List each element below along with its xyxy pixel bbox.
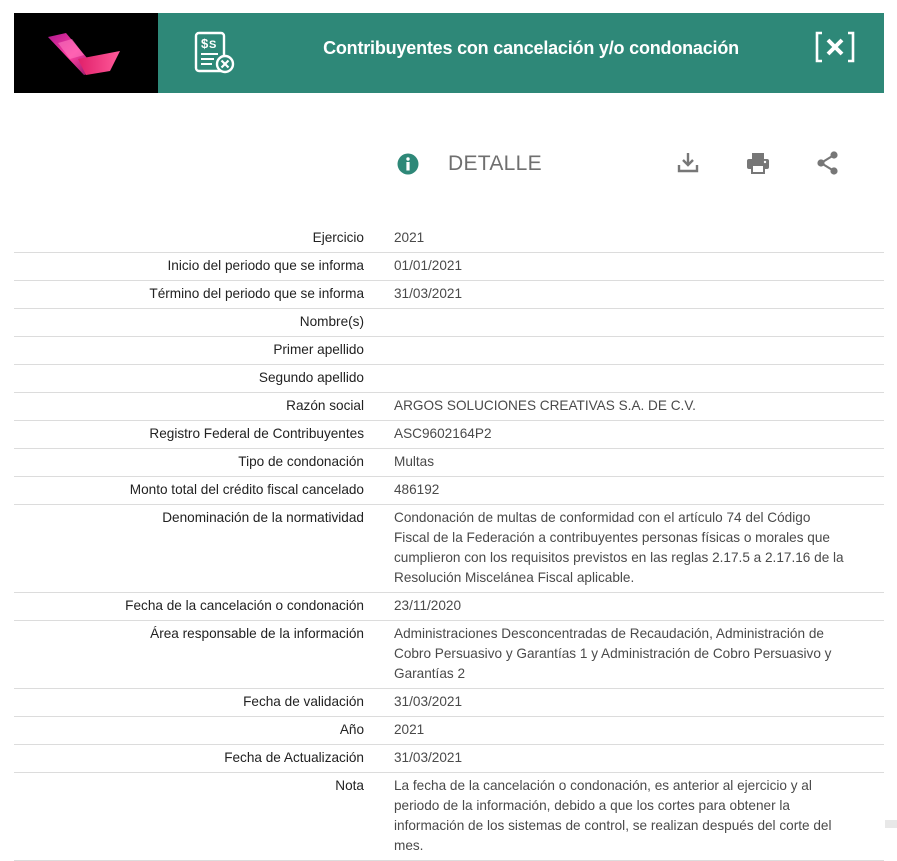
detail-row — [14, 253, 884, 281]
print-icon[interactable] — [745, 150, 771, 176]
modal-title: Contribuyentes con cancelación y/o condonación — [323, 38, 739, 58]
modal-header — [14, 13, 884, 93]
detail-label: Término del periodo que se informa — [14, 281, 394, 309]
detail-row — [14, 281, 884, 309]
logo-icon — [14, 13, 158, 93]
detail-row — [14, 773, 884, 861]
detail-table-body — [14, 225, 884, 861]
detail-value: 31/03/2021 — [394, 689, 884, 717]
detail-row — [14, 365, 884, 393]
detail-toolbar — [0, 140, 897, 190]
detail-row — [14, 505, 884, 593]
detail-label: Monto total del crédito fiscal cancelado — [14, 477, 394, 505]
detail-value: Condonación de multas de conformidad con el artículo 74 del Código Fiscal de la Federación a contribuyentes personas físicas o morales que cumplieron con los requisitos previstos en las reglas 2.17.5 a 2.17.16 de la Resolución Miscelánea Fiscal aplicable. — [394, 505, 884, 593]
detail-value — [394, 365, 884, 393]
detail-label: Nota — [14, 773, 394, 861]
detail-value: 2021 — [394, 717, 884, 745]
detail-label: Ejercicio — [14, 225, 394, 253]
detail-label: Fecha de la cancelación o condonación — [14, 593, 394, 621]
detail-value — [394, 337, 884, 365]
detail-value: ARGOS SOLUCIONES CREATIVAS S.A. DE C.V. — [394, 393, 884, 421]
detail-row — [14, 309, 884, 337]
detail-row — [14, 225, 884, 253]
header-bar — [158, 13, 884, 93]
info-icon[interactable] — [397, 153, 419, 175]
detail-value: Administraciones Desconcentradas de Recaudación, Administración de Cobro Persuasivo y Garantías 1 y Administración de Cobro Persuasivo y Garantías 2 — [394, 621, 884, 689]
detail-row — [14, 393, 884, 421]
detail-row — [14, 745, 884, 773]
detail-label: Denominación de la normatividad — [14, 505, 394, 593]
detail-value: ASC9602164P2 — [394, 421, 884, 449]
detail-label: Primer apellido — [14, 337, 394, 365]
detail-row — [14, 421, 884, 449]
detail-label: Tipo de condonación — [14, 449, 394, 477]
detail-row — [14, 449, 884, 477]
detail-table — [14, 225, 884, 861]
detail-value: 486192 — [394, 477, 884, 505]
detail-value: 23/11/2020 — [394, 593, 884, 621]
detail-row — [14, 717, 884, 745]
detail-value — [394, 309, 884, 337]
detail-value: 2021 — [394, 225, 884, 253]
download-icon[interactable] — [675, 150, 701, 176]
detail-label: Razón social — [14, 393, 394, 421]
detail-label: Fecha de Actualización — [14, 745, 394, 773]
detail-label: Inicio del periodo que se informa — [14, 253, 394, 281]
corner-decoration — [885, 820, 897, 828]
detail-label: Fecha de validación — [14, 689, 394, 717]
detail-value: 01/01/2021 — [394, 253, 884, 281]
detail-label: Área responsable de la información — [14, 621, 394, 689]
brand-logo — [14, 13, 158, 93]
detail-row — [14, 689, 884, 717]
detail-row — [14, 337, 884, 365]
close-icon[interactable] — [814, 31, 856, 63]
detail-value: 31/03/2021 — [394, 745, 884, 773]
detail-value: La fecha de la cancelación o condonación, es anterior al ejercicio y al periodo de la información, debido a que los cortes para obtener la información de los sistemas de control, se realizan después del corte del mes. — [394, 773, 884, 861]
detail-row — [14, 621, 884, 689]
detail-title: DETALLE — [448, 152, 542, 175]
detail-label: Registro Federal de Contribuyentes — [14, 421, 394, 449]
detail-row — [14, 477, 884, 505]
detail-label: Nombre(s) — [14, 309, 394, 337]
detail-row — [14, 593, 884, 621]
detail-value: Multas — [394, 449, 884, 477]
svg-text:S: S — [209, 39, 217, 51]
detail-value: 31/03/2021 — [394, 281, 884, 309]
detail-label: Año — [14, 717, 394, 745]
share-icon[interactable] — [815, 150, 841, 176]
svg-text:$: $ — [201, 36, 209, 51]
detail-label: Segundo apellido — [14, 365, 394, 393]
